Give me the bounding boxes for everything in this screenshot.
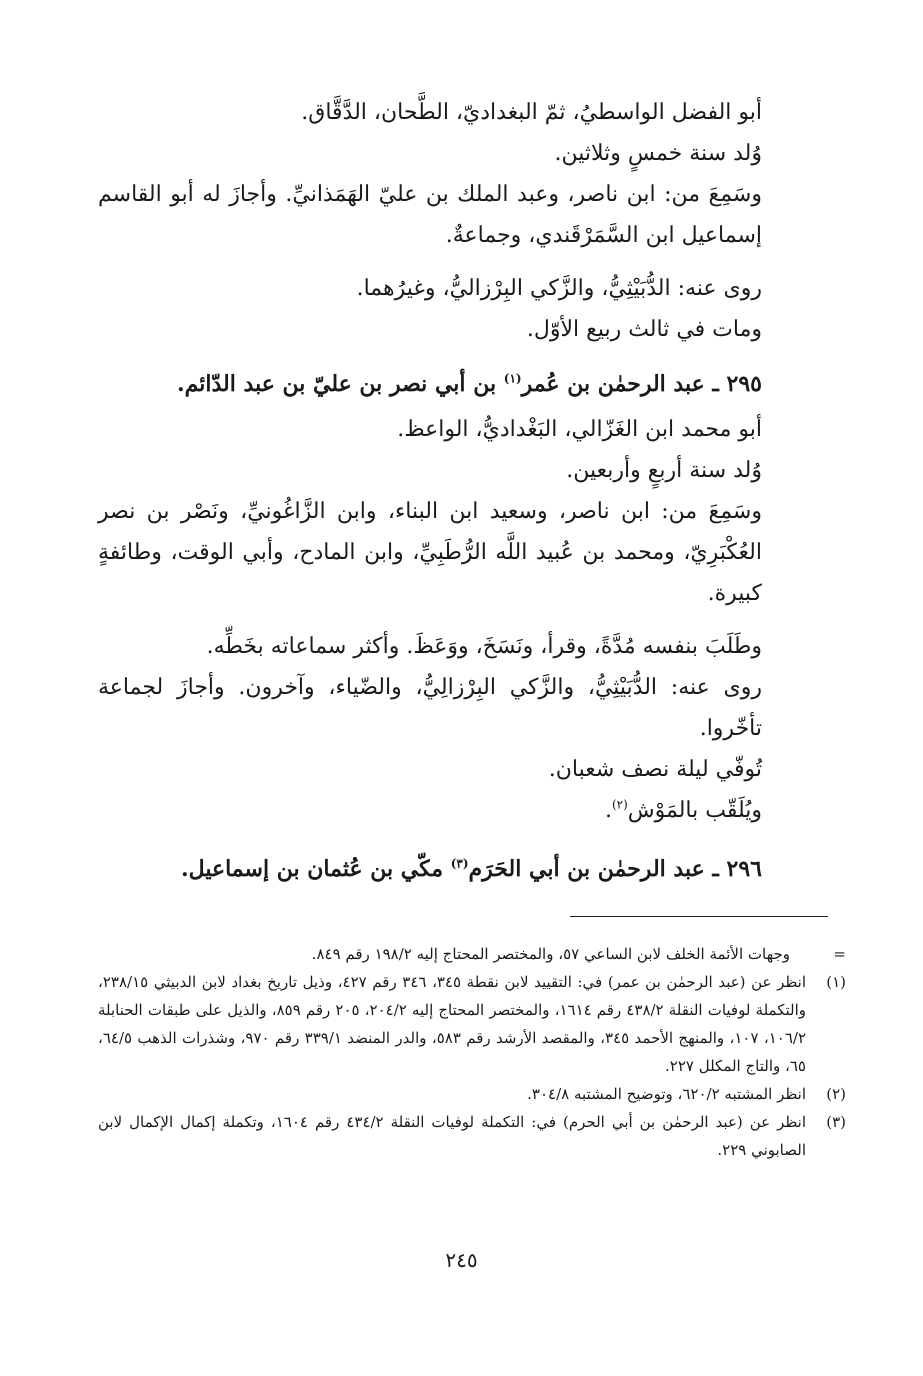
footnote-1-marker: (١) xyxy=(826,973,846,991)
footnote-continuation xyxy=(98,940,846,968)
entry-296-title-start: عبد الرحمٰن بن أبي الحَرَم xyxy=(468,856,705,882)
entry-296-title-end: مكّي بن عُثمان بن إسماعيل. xyxy=(181,856,444,882)
entry-294-nisba: أبو الفضل الواسطيُ، ثمّ البغداديّ، الطَّحان، الدَّقَّاق. xyxy=(301,100,762,125)
main-text-column xyxy=(98,92,828,894)
entry-296-number: ٢٩٦ xyxy=(726,856,762,882)
entry-295-title-end: بن أبي نصر بن عليّ بن عبد الدّائم. xyxy=(176,371,497,397)
entry-295-nisba: أبو محمد ابن الغَزّالي، البَغْداديُّ، الواعظ. xyxy=(397,417,762,442)
footnote-2-marker: (٢) xyxy=(826,1085,846,1103)
entry-295-teachers: وسَمِعَ من: ابن ناصر، وسعيد ابن البناء، وابن الزَّاغُونيِّ، ونَصْر بن نصر العُكْبَرِيّ، ومحمد بن عُبيد اللَّه الرُّطَبِيِّ، وابن المادح، وأبي الوقت، وطائفةٍ كبيرة. xyxy=(98,499,762,606)
footnote-divider xyxy=(570,916,828,917)
entry-294-death: ومات في ثالث ربيع الأوّل. xyxy=(526,317,762,342)
footnote-continuation-text: وجهات الأئمة الخلف لابن الساعي ٥٧، والمختصر المحتاج إليه ١٩٨/٢ رقم ٨٤٩. xyxy=(311,945,790,963)
footnotes xyxy=(98,940,846,1164)
entry-295-nickname-end: . xyxy=(604,798,612,823)
entry-295-nickname-text: ويُلَقّب بالمَوْش xyxy=(627,798,762,823)
entry-295-number: ٢٩٥ xyxy=(726,371,762,397)
footnote-3 xyxy=(98,1108,846,1164)
entry-294-birth: وُلد سنة خمسٍ وثلاثين. xyxy=(554,141,762,166)
entry-295-birth: وُلد سنة أربعٍ وأربعين. xyxy=(566,458,762,483)
body-text xyxy=(98,92,828,890)
footnote-2 xyxy=(98,1080,846,1108)
page-number: ٢٤٥ xyxy=(445,1248,478,1272)
footnote-2-text: انظر المشتبه ٦٢٠/٢، وتوضيح المشتبه ٣٠٤/٨. xyxy=(527,1085,806,1103)
entry-294-teachers: وسَمِعَ من: ابن ناصر، وعبد الملك بن عليّ الهَمَذانيِّ. وأجازَ له أبو القاسم إسماعيل ابن السَّمَرْقَندي، وجماعةٌ. xyxy=(98,182,762,248)
entry-dash: ـ xyxy=(712,371,719,397)
entry-296-heading xyxy=(98,849,828,890)
footnote-1-text: انظر عن (عبد الرحمٰن بن عمر) في: التقييد لابن نقطة ٣٤٥، ٣٤٦ رقم ٤٢٧، وذيل تاريخ بغداد لابن الدبيثي ٢٣٨/١٥، والتكملة لوفيات النقلة ٤٣٨/٢ رقم ١٦١٤، والمختصر المحتاج إليه ٢٠٤/٢، ٢٠٥ رقم ٨٥٩، والذيل على طبقات الحنابلة ١٠٦/٢، ١٠٧، والمنهج الأحمد ٣٤٥، والمقصد الأرشد رقم ٥٨٣، والدر المنضد ٣٣٩/١ رقم ٩٧٠، وشذرات الذهب ٦٤/٥، ٦٥، والتاج المكلل ٢٢٧. xyxy=(98,973,807,1075)
footnote-3-text: انظر عن (عبد الرحمٰن بن أبي الحرم) في: التكملة لوفيات النقلة ٤٣٤/٢ رقم ١٦٠٤، وتكملة إكمال الإكمال لابن الصابوني ٢٢٩. xyxy=(98,1113,806,1159)
footnote-1 xyxy=(98,968,846,1080)
footnote-3-marker: (٣) xyxy=(826,1113,846,1131)
entry-295-narrators: روى عنه: الدُّبَيْثِيُّ، والزَّكي البِرْزالِيُّ، والضّياء، وآخرون. وأجازَ لجماعة تأخّروا. xyxy=(98,675,762,741)
footnote-ref-1: (١) xyxy=(503,371,522,386)
footnote-continuation-marker: = xyxy=(833,945,846,963)
entry-295-nickname xyxy=(98,790,828,831)
footnote-ref-3: (٣) xyxy=(450,856,469,871)
entry-295-death: تُوفّي ليلة نصف شعبان. xyxy=(548,757,762,782)
entry-294-narrators: روى عنه: الدُّبَيْثِيُّ، والزَّكي البِرْزاليُّ، وغيرُهما. xyxy=(356,276,762,301)
entry-295-heading xyxy=(98,364,828,405)
footnote-ref-2: (٢) xyxy=(611,797,628,812)
entry-dash: ـ xyxy=(712,856,719,882)
entry-295-study: وطَلَبَ بنفسه مُدَّةً، وقرأ، ونَسَخَ، ووَعَظَ. وأكثر سماعاته بخَطِّه. xyxy=(206,634,762,659)
entry-295-title-start: عبد الرحمٰن بن عُمر xyxy=(521,371,705,397)
